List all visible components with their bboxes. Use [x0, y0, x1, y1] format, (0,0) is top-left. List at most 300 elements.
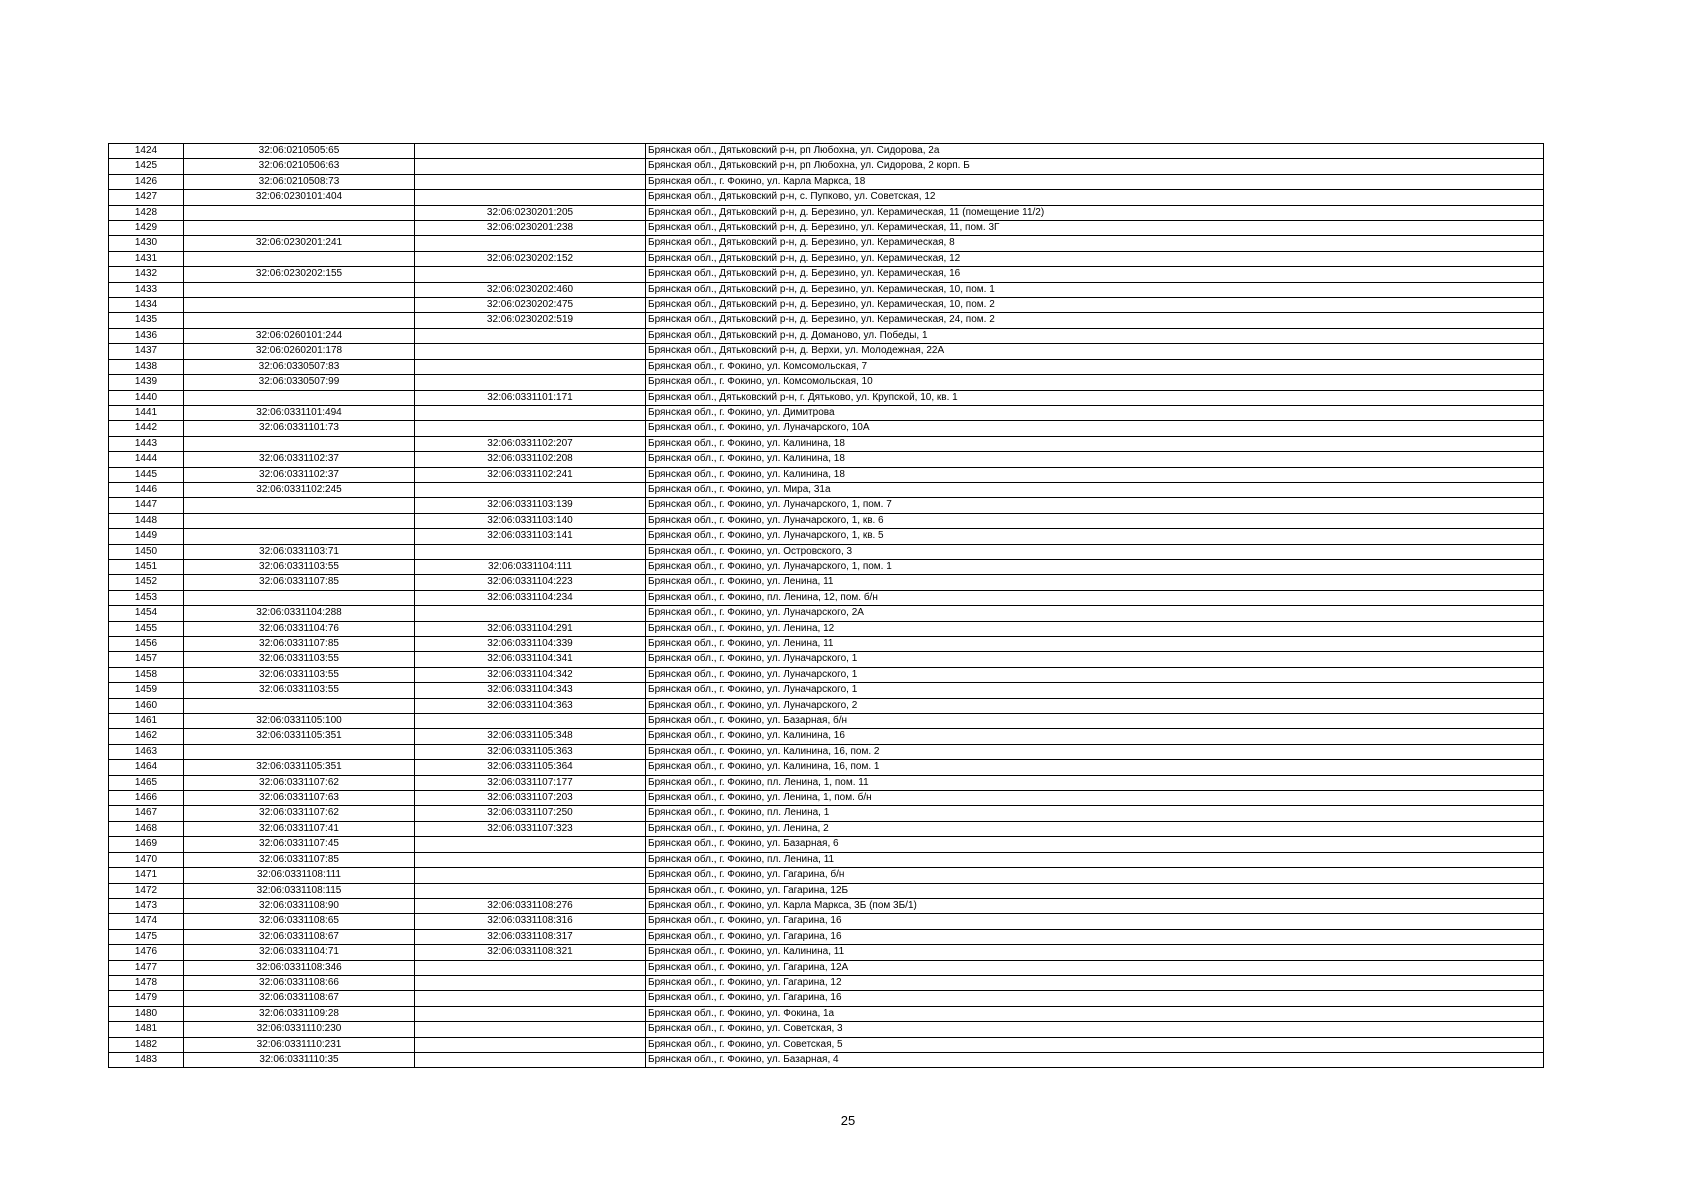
cadastral-number-cell: 32:06:0331104:71	[184, 945, 415, 960]
table-row	[109, 267, 1544, 282]
cadastral-number-cell: 32:06:0331103:55	[184, 683, 415, 698]
cadastral-number-cell: 32:06:0331103:55	[184, 667, 415, 682]
row-number-cell: 1441	[109, 405, 184, 420]
address-cell: Брянская обл., г. Фокино, ул. Комсомольская, 10	[646, 375, 1544, 390]
object-number-cell: 32:06:0230201:205	[415, 205, 646, 220]
object-number-cell: 32:06:0230202:475	[415, 298, 646, 313]
object-number-cell: 32:06:0331108:317	[415, 929, 646, 944]
address-cell: Брянская обл., г. Фокино, ул. Карла Маркса, 3Б (пом 3Б/1)	[646, 898, 1544, 913]
address-cell: Брянская обл., г. Фокино, ул. Калинина, 11	[646, 945, 1544, 960]
cadastral-number-cell: 32:06:0331101:494	[184, 405, 415, 420]
table-row	[109, 637, 1544, 652]
cadastral-number-cell: 32:06:0331103:55	[184, 559, 415, 574]
row-number-cell: 1461	[109, 714, 184, 729]
row-number-cell: 1440	[109, 390, 184, 405]
object-number-cell	[415, 1006, 646, 1021]
object-number-cell	[415, 159, 646, 174]
object-number-cell	[415, 991, 646, 1006]
table-row	[109, 652, 1544, 667]
cadastral-number-cell: 32:06:0331107:85	[184, 575, 415, 590]
object-number-cell	[415, 714, 646, 729]
object-number-cell: 32:06:0331104:363	[415, 698, 646, 713]
row-number-cell: 1435	[109, 313, 184, 328]
object-number-cell: 32:06:0331104:339	[415, 637, 646, 652]
row-number-cell: 1472	[109, 883, 184, 898]
cadastral-number-cell: 32:06:0331105:100	[184, 714, 415, 729]
object-number-cell	[415, 868, 646, 883]
object-number-cell	[415, 883, 646, 898]
table-row	[109, 744, 1544, 759]
address-cell: Брянская обл., г. Фокино, ул. Ленина, 2	[646, 821, 1544, 836]
object-number-cell: 32:06:0331105:363	[415, 744, 646, 759]
table-row	[109, 144, 1544, 159]
address-cell: Брянская обл., г. Фокино, ул. Карла Маркса, 18	[646, 174, 1544, 189]
cadastral-number-cell: 32:06:0230201:241	[184, 236, 415, 251]
object-number-cell	[415, 606, 646, 621]
cadastral-number-cell: 32:06:0331107:63	[184, 791, 415, 806]
row-number-cell: 1479	[109, 991, 184, 1006]
row-number-cell: 1439	[109, 375, 184, 390]
cadastral-number-cell: 32:06:0331110:231	[184, 1037, 415, 1052]
row-number-cell: 1430	[109, 236, 184, 251]
table-row	[109, 1006, 1544, 1021]
row-number-cell: 1462	[109, 729, 184, 744]
object-number-cell: 32:06:0331103:141	[415, 529, 646, 544]
cadastral-number-cell: 32:06:0331108:111	[184, 868, 415, 883]
cadastral-number-cell	[184, 313, 415, 328]
row-number-cell: 1429	[109, 221, 184, 236]
row-number-cell: 1457	[109, 652, 184, 667]
object-number-cell	[415, 359, 646, 374]
row-number-cell: 1466	[109, 791, 184, 806]
cadastral-number-cell: 32:06:0331109:28	[184, 1006, 415, 1021]
cadastral-number-cell: 32:06:0331110:35	[184, 1052, 415, 1067]
row-number-cell: 1445	[109, 467, 184, 482]
table-row	[109, 298, 1544, 313]
address-cell: Брянская обл., Дятьковский р-н, д. Березино, ул. Керамическая, 8	[646, 236, 1544, 251]
address-cell: Брянская обл., г. Фокино, ул. Советская, 3	[646, 1022, 1544, 1037]
table-row	[109, 821, 1544, 836]
cadastral-number-cell: 32:06:0331103:71	[184, 544, 415, 559]
cadastral-number-cell: 32:06:0230202:155	[184, 267, 415, 282]
object-number-cell: 32:06:0331103:139	[415, 498, 646, 513]
table-row	[109, 375, 1544, 390]
object-number-cell	[415, 328, 646, 343]
address-cell: Брянская обл., Дятьковский р-н, д. Березино, ул. Керамическая, 11, пом. 3Г	[646, 221, 1544, 236]
object-number-cell: 32:06:0331103:140	[415, 513, 646, 528]
object-number-cell: 32:06:0230201:238	[415, 221, 646, 236]
cadastral-number-cell	[184, 298, 415, 313]
address-cell: Брянская обл., г. Фокино, ул. Луначарского, 1, кв. 6	[646, 513, 1544, 528]
address-cell: Брянская обл., г. Фокино, пл. Ленина, 1	[646, 806, 1544, 821]
address-cell: Брянская обл., г. Фокино, ул. Димитрова	[646, 405, 1544, 420]
object-number-cell	[415, 1037, 646, 1052]
cadastral-number-cell: 32:06:0331108:115	[184, 883, 415, 898]
row-number-cell: 1474	[109, 914, 184, 929]
cadastral-number-cell: 32:06:0330507:99	[184, 375, 415, 390]
table-row	[109, 205, 1544, 220]
address-cell: Брянская обл., г. Фокино, пл. Ленина, 12, пом. б/н	[646, 590, 1544, 605]
address-cell: Брянская обл., г. Фокино, ул. Гагарина, 16	[646, 914, 1544, 929]
address-cell: Брянская обл., г. Фокино, ул. Базарная, 6	[646, 837, 1544, 852]
object-number-cell	[415, 267, 646, 282]
row-number-cell: 1443	[109, 436, 184, 451]
row-number-cell: 1442	[109, 421, 184, 436]
object-number-cell	[415, 960, 646, 975]
address-cell: Брянская обл., Дятьковский р-н, с. Пупково, ул. Советская, 12	[646, 190, 1544, 205]
cadastral-number-cell: 32:06:0331102:37	[184, 452, 415, 467]
row-number-cell: 1468	[109, 821, 184, 836]
cadastral-number-cell	[184, 529, 415, 544]
cadastral-number-cell: 32:06:0330507:83	[184, 359, 415, 374]
table-row	[109, 575, 1544, 590]
row-number-cell: 1465	[109, 775, 184, 790]
object-number-cell: 32:06:0331107:177	[415, 775, 646, 790]
table-row	[109, 883, 1544, 898]
row-number-cell: 1480	[109, 1006, 184, 1021]
cadastral-number-cell: 32:06:0260101:244	[184, 328, 415, 343]
object-number-cell: 32:06:0331104:111	[415, 559, 646, 574]
object-number-cell	[415, 837, 646, 852]
address-cell: Брянская обл., г. Фокино, пл. Ленина, 1, пом. 11	[646, 775, 1544, 790]
row-number-cell: 1454	[109, 606, 184, 621]
row-number-cell: 1477	[109, 960, 184, 975]
table-row	[109, 683, 1544, 698]
row-number-cell: 1453	[109, 590, 184, 605]
object-number-cell	[415, 482, 646, 497]
table-row	[109, 436, 1544, 451]
address-cell: Брянская обл., Дятьковский р-н, д. Березино, ул. Керамическая, 10, пом. 2	[646, 298, 1544, 313]
address-cell: Брянская обл., г. Фокино, ул. Гагарина, 16	[646, 991, 1544, 1006]
address-cell: Брянская обл., г. Фокино, ул. Гагарина, б/н	[646, 868, 1544, 883]
object-number-cell: 32:06:0230202:519	[415, 313, 646, 328]
table-row	[109, 282, 1544, 297]
row-number-cell: 1475	[109, 929, 184, 944]
address-cell: Брянская обл., Дятьковский р-н, рп Любохна, ул. Сидорова, 2а	[646, 144, 1544, 159]
table-row	[109, 405, 1544, 420]
cadastral-number-cell: 32:06:0210505:65	[184, 144, 415, 159]
address-cell: Брянская обл., Дятьковский р-н, д. Березино, ул. Керамическая, 11 (помещение 11/2)	[646, 205, 1544, 220]
address-cell: Брянская обл., г. Фокино, ул. Луначарского, 1, пом. 1	[646, 559, 1544, 574]
address-cell: Брянская обл., г. Фокино, ул. Островского, 3	[646, 544, 1544, 559]
object-number-cell	[415, 544, 646, 559]
cadastral-number-cell: 32:06:0331105:351	[184, 729, 415, 744]
address-cell: Брянская обл., г. Фокино, ул. Калинина, 16, пом. 1	[646, 760, 1544, 775]
cadastral-number-cell: 32:06:0260201:178	[184, 344, 415, 359]
table-row	[109, 236, 1544, 251]
object-number-cell: 32:06:0331107:323	[415, 821, 646, 836]
table-row	[109, 929, 1544, 944]
table-row	[109, 251, 1544, 266]
address-cell: Брянская обл., Дятьковский р-н, д. Верхи, ул. Молодежная, 22А	[646, 344, 1544, 359]
address-cell: Брянская обл., Дятьковский р-н, д. Доманово, ул. Победы, 1	[646, 328, 1544, 343]
table-row	[109, 806, 1544, 821]
page-number: 25	[840, 1113, 856, 1128]
row-number-cell: 1432	[109, 267, 184, 282]
address-cell: Брянская обл., г. Фокино, ул. Калинина, 16	[646, 729, 1544, 744]
row-number-cell: 1458	[109, 667, 184, 682]
object-number-cell: 32:06:0331104:223	[415, 575, 646, 590]
table-row	[109, 482, 1544, 497]
cadastral-number-cell: 32:06:0331102:37	[184, 467, 415, 482]
cadastral-number-cell: 32:06:0230101:404	[184, 190, 415, 205]
table-row	[109, 529, 1544, 544]
row-number-cell: 1469	[109, 837, 184, 852]
address-cell: Брянская обл., г. Фокино, ул. Луначарского, 10А	[646, 421, 1544, 436]
row-number-cell: 1451	[109, 559, 184, 574]
row-number-cell: 1444	[109, 452, 184, 467]
object-number-cell	[415, 405, 646, 420]
address-cell: Брянская обл., г. Фокино, ул. Гагарина, 12Б	[646, 883, 1544, 898]
table-row	[109, 1037, 1544, 1052]
object-number-cell: 32:06:0331108:276	[415, 898, 646, 913]
row-number-cell: 1459	[109, 683, 184, 698]
cadastral-number-cell: 32:06:0331108:67	[184, 929, 415, 944]
row-number-cell: 1483	[109, 1052, 184, 1067]
row-number-cell: 1448	[109, 513, 184, 528]
address-cell: Брянская обл., Дятьковский р-н, рп Любохна, ул. Сидорова, 2 корп. Б	[646, 159, 1544, 174]
cadastral-number-cell: 32:06:0331105:351	[184, 760, 415, 775]
object-number-cell: 32:06:0331101:171	[415, 390, 646, 405]
table-row	[109, 991, 1544, 1006]
address-cell: Брянская обл., г. Фокино, ул. Ленина, 12	[646, 621, 1544, 636]
table-row	[109, 467, 1544, 482]
object-number-cell: 32:06:0331108:321	[415, 945, 646, 960]
cadastral-number-cell: 32:06:0331107:41	[184, 821, 415, 836]
address-cell: Брянская обл., г. Фокино, ул. Луначарского, 1	[646, 683, 1544, 698]
address-cell: Брянская обл., г. Фокино, ул. Гагарина, 16	[646, 929, 1544, 944]
row-number-cell: 1464	[109, 760, 184, 775]
object-number-cell	[415, 975, 646, 990]
object-number-cell: 32:06:0331104:343	[415, 683, 646, 698]
table-row	[109, 1022, 1544, 1037]
object-number-cell: 32:06:0331102:208	[415, 452, 646, 467]
address-cell: Брянская обл., Дятьковский р-н, д. Березино, ул. Керамическая, 10, пом. 1	[646, 282, 1544, 297]
address-cell: Брянская обл., г. Фокино, ул. Калинина, 16, пом. 2	[646, 744, 1544, 759]
object-number-cell	[415, 421, 646, 436]
object-number-cell	[415, 852, 646, 867]
table-row	[109, 590, 1544, 605]
cadastral-number-cell	[184, 251, 415, 266]
address-cell: Брянская обл., г. Фокино, ул. Луначарского, 1	[646, 667, 1544, 682]
cadastral-number-cell: 32:06:0331101:73	[184, 421, 415, 436]
table-row	[109, 898, 1544, 913]
row-number-cell: 1438	[109, 359, 184, 374]
cadastral-number-cell	[184, 744, 415, 759]
cadastral-number-cell	[184, 698, 415, 713]
cadastral-number-cell: 32:06:0331108:65	[184, 914, 415, 929]
cadastral-number-cell: 32:06:0331107:62	[184, 775, 415, 790]
object-number-cell	[415, 174, 646, 189]
object-number-cell: 32:06:0331105:348	[415, 729, 646, 744]
row-number-cell: 1426	[109, 174, 184, 189]
table-row	[109, 390, 1544, 405]
object-number-cell	[415, 190, 646, 205]
row-number-cell: 1482	[109, 1037, 184, 1052]
table-row	[109, 159, 1544, 174]
table-row	[109, 328, 1544, 343]
table-row	[109, 359, 1544, 374]
table-row	[109, 791, 1544, 806]
row-number-cell: 1431	[109, 251, 184, 266]
address-cell: Брянская обл., г. Фокино, ул. Ленина, 11	[646, 575, 1544, 590]
cadastral-number-cell	[184, 513, 415, 528]
row-number-cell: 1437	[109, 344, 184, 359]
table-row	[109, 559, 1544, 574]
cadastral-number-cell	[184, 221, 415, 236]
object-number-cell	[415, 1022, 646, 1037]
address-cell: Брянская обл., г. Фокино, ул. Базарная, 4	[646, 1052, 1544, 1067]
table-row	[109, 313, 1544, 328]
table-row	[109, 1052, 1544, 1067]
address-cell: Брянская обл., г. Фокино, ул. Базарная, б/н	[646, 714, 1544, 729]
address-cell: Брянская обл., г. Фокино, ул. Луначарского, 2А	[646, 606, 1544, 621]
row-number-cell: 1476	[109, 945, 184, 960]
table-row	[109, 945, 1544, 960]
row-number-cell: 1470	[109, 852, 184, 867]
row-number-cell: 1463	[109, 744, 184, 759]
address-cell: Брянская обл., г. Фокино, ул. Гагарина, 12А	[646, 960, 1544, 975]
object-number-cell	[415, 144, 646, 159]
table-row	[109, 914, 1544, 929]
object-number-cell	[415, 236, 646, 251]
row-number-cell: 1449	[109, 529, 184, 544]
cadastral-number-cell: 32:06:0331103:55	[184, 652, 415, 667]
address-cell: Брянская обл., г. Фокино, ул. Калинина, 18	[646, 436, 1544, 451]
object-number-cell: 32:06:0230202:460	[415, 282, 646, 297]
table-row	[109, 714, 1544, 729]
cadastral-number-cell: 32:06:0331107:85	[184, 637, 415, 652]
object-number-cell: 32:06:0331107:250	[415, 806, 646, 821]
address-cell: Брянская обл., г. Фокино, ул. Советская, 5	[646, 1037, 1544, 1052]
object-number-cell: 32:06:0331104:234	[415, 590, 646, 605]
row-number-cell: 1471	[109, 868, 184, 883]
cadastral-number-cell: 32:06:0331108:346	[184, 960, 415, 975]
cadastral-number-cell: 32:06:0210506:63	[184, 159, 415, 174]
cadastral-number-cell: 32:06:0331107:62	[184, 806, 415, 821]
table-row	[109, 190, 1544, 205]
cadastral-number-cell: 32:06:0331102:245	[184, 482, 415, 497]
object-number-cell	[415, 344, 646, 359]
row-number-cell: 1427	[109, 190, 184, 205]
object-number-cell: 32:06:0331104:341	[415, 652, 646, 667]
table-row	[109, 775, 1544, 790]
register-table	[108, 143, 1544, 1068]
cadastral-number-cell: 32:06:0331104:288	[184, 606, 415, 621]
address-cell: Брянская обл., г. Фокино, ул. Комсомольская, 7	[646, 359, 1544, 374]
cadastral-number-cell	[184, 390, 415, 405]
table-row	[109, 544, 1544, 559]
address-cell: Брянская обл., г. Фокино, ул. Луначарского, 1	[646, 652, 1544, 667]
table-row	[109, 221, 1544, 236]
cadastral-number-cell	[184, 282, 415, 297]
table-row	[109, 760, 1544, 775]
row-number-cell: 1473	[109, 898, 184, 913]
table-row	[109, 174, 1544, 189]
register-table-body	[109, 144, 1544, 1068]
table-row	[109, 498, 1544, 513]
row-number-cell: 1452	[109, 575, 184, 590]
table-row	[109, 606, 1544, 621]
cadastral-number-cell: 32:06:0331108:90	[184, 898, 415, 913]
object-number-cell: 32:06:0331105:364	[415, 760, 646, 775]
row-number-cell: 1460	[109, 698, 184, 713]
cadastral-number-cell: 32:06:0331107:85	[184, 852, 415, 867]
table-row	[109, 852, 1544, 867]
object-number-cell: 32:06:0230202:152	[415, 251, 646, 266]
cadastral-number-cell: 32:06:0331107:45	[184, 837, 415, 852]
address-cell: Брянская обл., г. Фокино, ул. Луначарского, 1, кв. 5	[646, 529, 1544, 544]
address-cell: Брянская обл., г. Фокино, ул. Ленина, 11	[646, 637, 1544, 652]
row-number-cell: 1446	[109, 482, 184, 497]
table-row	[109, 667, 1544, 682]
row-number-cell: 1433	[109, 282, 184, 297]
address-cell: Брянская обл., г. Фокино, ул. Ленина, 1, пом. б/н	[646, 791, 1544, 806]
row-number-cell: 1455	[109, 621, 184, 636]
row-number-cell: 1447	[109, 498, 184, 513]
address-cell: Брянская обл., г. Фокино, ул. Фокина, 1а	[646, 1006, 1544, 1021]
row-number-cell: 1425	[109, 159, 184, 174]
address-cell: Брянская обл., Дятьковский р-н, д. Березино, ул. Керамическая, 16	[646, 267, 1544, 282]
address-cell: Брянская обл., г. Фокино, ул. Луначарского, 1, пом. 7	[646, 498, 1544, 513]
address-cell: Брянская обл., г. Фокино, ул. Мира, 31а	[646, 482, 1544, 497]
address-cell: Брянская обл., Дятьковский р-н, г. Дятьково, ул. Крупской, 10, кв. 1	[646, 390, 1544, 405]
table-row	[109, 344, 1544, 359]
object-number-cell: 32:06:0331104:291	[415, 621, 646, 636]
row-number-cell: 1481	[109, 1022, 184, 1037]
table-row	[109, 698, 1544, 713]
row-number-cell: 1478	[109, 975, 184, 990]
table-row	[109, 729, 1544, 744]
object-number-cell	[415, 375, 646, 390]
cadastral-number-cell: 32:06:0331110:230	[184, 1022, 415, 1037]
cadastral-number-cell	[184, 436, 415, 451]
row-number-cell: 1434	[109, 298, 184, 313]
address-cell: Брянская обл., г. Фокино, пл. Ленина, 11	[646, 852, 1544, 867]
cadastral-number-cell: 32:06:0331104:76	[184, 621, 415, 636]
row-number-cell: 1456	[109, 637, 184, 652]
table-row	[109, 421, 1544, 436]
table-row	[109, 452, 1544, 467]
row-number-cell: 1428	[109, 205, 184, 220]
row-number-cell: 1450	[109, 544, 184, 559]
object-number-cell	[415, 1052, 646, 1067]
address-cell: Брянская обл., Дятьковский р-н, д. Березино, ул. Керамическая, 12	[646, 251, 1544, 266]
table-row	[109, 975, 1544, 990]
address-cell: Брянская обл., г. Фокино, ул. Калинина, 18	[646, 452, 1544, 467]
object-number-cell: 32:06:0331107:203	[415, 791, 646, 806]
cadastral-number-cell: 32:06:0331108:66	[184, 975, 415, 990]
cadastral-number-cell	[184, 498, 415, 513]
address-cell: Брянская обл., г. Фокино, ул. Луначарского, 2	[646, 698, 1544, 713]
address-cell: Брянская обл., г. Фокино, ул. Калинина, 18	[646, 467, 1544, 482]
table-row	[109, 621, 1544, 636]
object-number-cell: 32:06:0331108:316	[415, 914, 646, 929]
row-number-cell: 1436	[109, 328, 184, 343]
cadastral-number-cell	[184, 590, 415, 605]
address-cell: Брянская обл., г. Фокино, ул. Гагарина, 12	[646, 975, 1544, 990]
table-row	[109, 837, 1544, 852]
object-number-cell: 32:06:0331104:342	[415, 667, 646, 682]
table-row	[109, 868, 1544, 883]
table-row	[109, 960, 1544, 975]
cadastral-number-cell	[184, 205, 415, 220]
row-number-cell: 1424	[109, 144, 184, 159]
cadastral-number-cell: 32:06:0331108:67	[184, 991, 415, 1006]
object-number-cell: 32:06:0331102:207	[415, 436, 646, 451]
object-number-cell: 32:06:0331102:241	[415, 467, 646, 482]
table-row	[109, 513, 1544, 528]
